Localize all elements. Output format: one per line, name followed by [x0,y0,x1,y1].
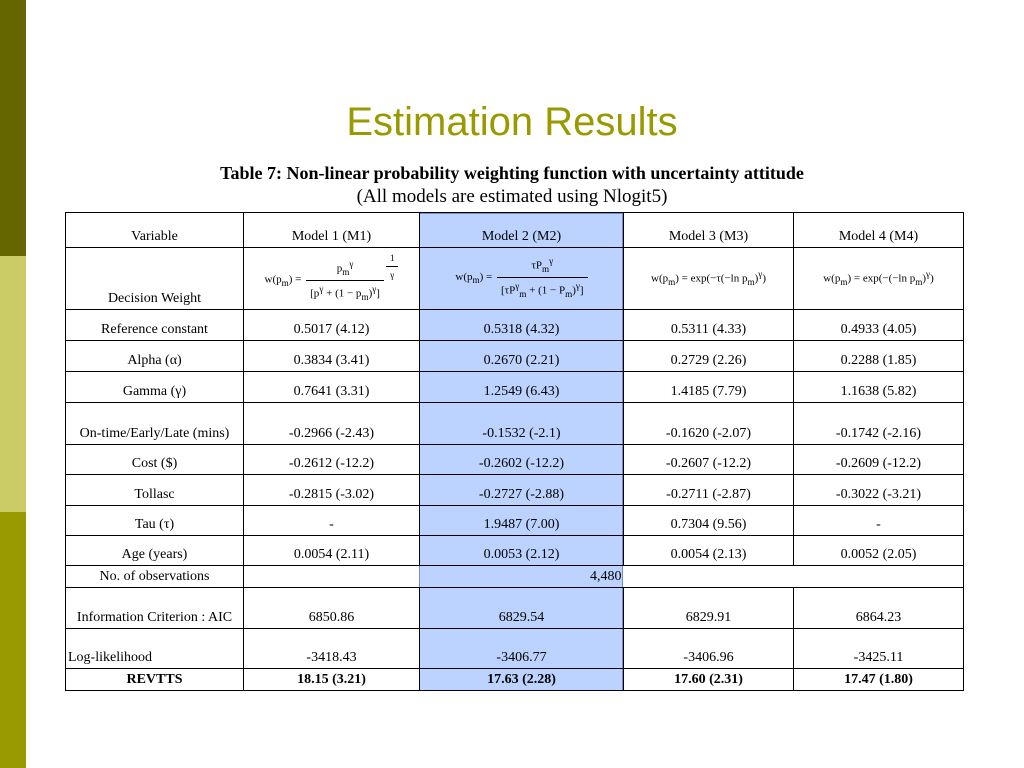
table-cell: 17.60 (2.31) [624,669,794,691]
table-cell: 0.5318 (4.32) [420,310,624,341]
row-label: Tollasc [66,475,244,506]
table-cell: -0.3022 (-3.21) [794,475,964,506]
table-cell: 0.0053 (2.12) [420,536,624,566]
table-cell: -3406.77 [420,629,624,669]
table-cell: 17.47 (1.80) [794,669,964,691]
results-table [65,212,964,691]
slide-title: Estimation Results [346,100,678,144]
table-row [66,506,964,536]
formula-model-4: $w(p_m) = \exp(-(-\ln$ $p_m)^\gamma$) [794,248,964,310]
row-label: Decision Weight [66,248,244,310]
table-cell: 0.2729 (2.26) [624,341,794,372]
table-cell: -0.2609 (-12.2) [794,445,964,475]
table-cell: 1.4185 (7.79) [624,372,794,403]
table-row [66,536,964,566]
table-cell: 6829.54 [420,588,624,629]
row-label: On-time/Early/Late (mins) [66,403,244,445]
row-label: Cost ($) [66,445,244,475]
row-label: REVTTS [66,669,244,691]
table-row [66,372,964,403]
table-cell: 18.15 (3.21) [244,669,420,691]
accent-bar-middle [0,256,26,512]
header-model-3: Model 3 (M3) [624,213,794,248]
table-cell: 0.5017 (4.12) [244,310,420,341]
table-cell: - [794,506,964,536]
row-label: Information Criterion : AIC [66,588,244,629]
row-label: No. of observations [66,566,244,588]
table-cell: -0.1742 (-2.16) [794,403,964,445]
table-cell: 6864.23 [794,588,964,629]
table-row [66,403,964,445]
table-cell: 6850.86 [244,588,420,629]
header-variable: Variable [66,213,244,248]
table-caption: Table 7: Non-linear probability weighting function with uncertainty attitude [220,163,804,183]
row-label: Alpha (α) [66,341,244,372]
empty-cell [624,566,794,588]
table-cell: -3418.43 [244,629,420,669]
table-row [66,341,964,372]
formula-model-2: $w(p_m)$ = $\frac{\tau P_m^\gamma}{[\tau P^\gamma_m + (1 - P_m)^\gamma]}$ [420,248,624,310]
table-cell: 6829.91 [624,588,794,629]
table-cell: 0.7304 (9.56) [624,506,794,536]
table-cell: -0.2602 (-12.2) [420,445,624,475]
table-cell: -0.1620 (-2.07) [624,403,794,445]
table-cell: 0.3834 (3.41) [244,341,420,372]
decision-weight-row [66,248,964,310]
header-model-1: Model 1 (M1) [244,213,420,248]
row-label: Tau (τ) [66,506,244,536]
aic-row [66,588,964,629]
table-cell: - [244,506,420,536]
table-cell: 0.0052 (2.05) [794,536,964,566]
table-cell: -0.2727 (-2.88) [420,475,624,506]
empty-cell [794,566,964,588]
header-model-4: Model 4 (M4) [794,213,964,248]
formula-model-1: $w(p_m)$ = $\frac{p_m^\gamma}{[p^\gamma + (1 - p_m)^\gamma]}$ $\frac{1}{\gamma}$ [244,248,420,310]
table-cell: 0.0054 (2.13) [624,536,794,566]
table-cell: 1.2549 (6.43) [420,372,624,403]
table-cell: 1.9487 (7.00) [420,506,624,536]
loglik-row [66,629,964,669]
table-row [66,310,964,341]
table-cell: 0.5311 (4.33) [624,310,794,341]
table-cell: -0.2711 (-2.87) [624,475,794,506]
table-cell: -3406.96 [624,629,794,669]
table-cell: 0.2288 (1.85) [794,341,964,372]
observations-value: 4,480 [420,566,624,588]
revtts-row [66,669,964,691]
table-cell: -0.1532 (-2.1) [420,403,624,445]
table-cell: 17.63 (2.28) [420,669,624,691]
header-model-2: Model 2 (M2) [420,213,624,248]
table-cell: -0.2966 (-2.43) [244,403,420,445]
row-label: Reference constant [66,310,244,341]
table-row [66,445,964,475]
row-label: Age (years) [66,536,244,566]
table-row [66,475,964,506]
empty-cell [244,566,420,588]
row-label: Log-likelihood [66,629,244,669]
table-cell: -3425.11 [794,629,964,669]
table-cell: -0.2612 (-12.2) [244,445,420,475]
table-cell: -0.2607 (-12.2) [624,445,794,475]
observations-row [66,566,964,588]
table-subcaption: (All models are estimated using Nlogit5) [356,186,668,207]
table-cell: 0.0054 (2.11) [244,536,420,566]
header-row [66,213,964,248]
row-label: Gamma (γ) [66,372,244,403]
table-cell: 0.2670 (2.21) [420,341,624,372]
table-cell: 0.7641 (3.31) [244,372,420,403]
table-cell: 0.4933 (4.05) [794,310,964,341]
table-cell: 1.1638 (5.82) [794,372,964,403]
table-cell: -0.2815 (-3.02) [244,475,420,506]
formula-model-3: $w(p_m) = \exp(-\tau(-\ln$ $p_m)^\gamma$) [624,248,794,310]
accent-bar-bottom [0,512,26,768]
